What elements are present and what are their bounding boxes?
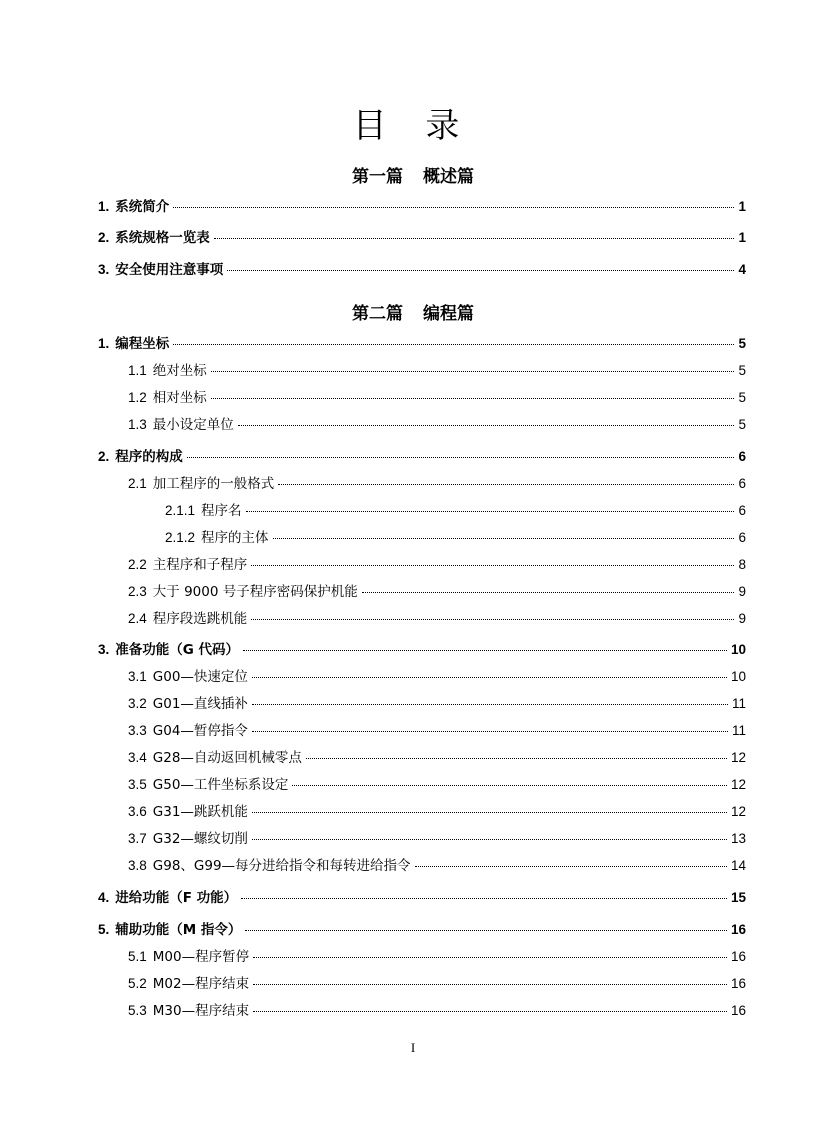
- toc-entry[interactable]: [128, 829, 746, 849]
- toc-entry[interactable]: [128, 667, 746, 687]
- toc-entry[interactable]: [128, 609, 746, 629]
- toc-entry-page: 6: [738, 449, 746, 464]
- toc-entry-page: 1: [738, 199, 746, 214]
- toc-entry-title: G01—直线插补: [152, 696, 248, 712]
- dot-leader: [252, 731, 728, 732]
- toc-entry-number: 2.4: [128, 611, 147, 626]
- toc-entry-number: 5.: [98, 922, 110, 937]
- toc-entry[interactable]: [128, 415, 746, 435]
- dot-leader: [211, 398, 735, 399]
- toc-entry-page: 16: [730, 976, 746, 991]
- toc-entry-number: 3.2: [128, 696, 147, 711]
- toc-entry-number: 2.: [98, 449, 110, 464]
- dot-leader: [362, 592, 735, 593]
- toc-entry-page: 14: [730, 858, 746, 873]
- toc-entry-number: 3.6: [128, 804, 147, 819]
- toc-entry[interactable]: [98, 888, 746, 908]
- toc-entry[interactable]: [98, 197, 746, 217]
- toc-entry-number: 3.4: [128, 750, 147, 765]
- dot-leader: [253, 957, 727, 958]
- toc-entry[interactable]: [98, 334, 746, 354]
- toc-entry-page: 12: [730, 804, 746, 819]
- toc-entry-number: 1.2: [128, 390, 147, 405]
- dot-leader: [241, 898, 727, 899]
- dot-leader: [251, 565, 734, 566]
- toc-entry[interactable]: [128, 582, 746, 602]
- dot-leader: [273, 538, 735, 539]
- toc-entry-number: 3.8: [128, 858, 147, 873]
- toc-entry-number: 3.7: [128, 831, 147, 846]
- dot-leader: [251, 619, 734, 620]
- toc-entry-title: G32—螺纹切削: [152, 831, 248, 847]
- dot-leader: [252, 839, 727, 840]
- toc-entry-title: G00—快速定位: [152, 669, 248, 685]
- footer-page-number: I: [410, 1040, 416, 1055]
- dot-leader: [211, 371, 735, 372]
- toc-entry-page: 10: [730, 642, 746, 657]
- toc-entry-page: 6: [738, 530, 746, 545]
- dot-leader: [278, 484, 734, 485]
- toc-entry[interactable]: [128, 388, 746, 408]
- toc-entry[interactable]: [128, 947, 746, 967]
- dot-leader: [246, 511, 735, 512]
- toc-entry[interactable]: [128, 775, 746, 795]
- toc-entry-title: 大于 9000 号子程序密码保护机能: [152, 584, 358, 600]
- dot-leader: [227, 270, 734, 271]
- toc-entry-page: 12: [730, 777, 746, 792]
- toc-entry-page: 4: [738, 262, 746, 277]
- toc-entry-title: 编程坐标: [115, 336, 170, 352]
- toc-entry-title: 最小设定单位: [152, 417, 234, 433]
- toc-entry-page: 6: [738, 503, 746, 518]
- toc-entry[interactable]: [165, 528, 746, 548]
- toc-entry-number: 5.1: [128, 949, 147, 964]
- toc-entry-page: 5: [738, 417, 746, 432]
- toc-entry[interactable]: [128, 748, 746, 768]
- toc-entry[interactable]: [128, 856, 746, 876]
- dot-leader: [292, 785, 727, 786]
- toc-entry-number: 2.1.2: [165, 530, 196, 545]
- toc-entry[interactable]: [98, 228, 746, 248]
- dot-leader: [214, 238, 735, 239]
- toc-entry[interactable]: [128, 802, 746, 822]
- toc-entry-page: 13: [730, 831, 746, 846]
- toc-entry-page: 11: [731, 696, 746, 711]
- page-title: 目 录: [352, 106, 474, 146]
- dot-leader: [252, 677, 727, 678]
- toc-entry-title: 程序段选跳机能: [152, 611, 248, 627]
- toc-entry-title: G50—工件坐标系设定: [152, 777, 289, 793]
- dot-leader: [253, 1011, 727, 1012]
- dot-leader: [252, 704, 728, 705]
- toc-entry-number: 2.: [98, 230, 110, 245]
- toc-entry-title: 安全使用注意事项: [115, 262, 224, 278]
- toc-entry-title: 进给功能（F 功能）: [115, 890, 238, 906]
- toc-entry[interactable]: [128, 721, 746, 741]
- toc-entry-title: G04—暂停指令: [152, 723, 248, 739]
- toc-entry-page: 10: [730, 669, 746, 684]
- toc-entry-number: 2.3: [128, 584, 147, 599]
- toc-entry-title: 主程序和子程序: [152, 557, 248, 573]
- toc-entry-title: M02—程序结束: [152, 976, 250, 992]
- toc-entry[interactable]: [128, 474, 746, 494]
- toc-entry-page: 12: [730, 750, 746, 765]
- toc-entry[interactable]: [98, 640, 746, 660]
- part-1-title: [0, 162, 826, 187]
- toc-entry-title: M30—程序结束: [152, 1003, 250, 1019]
- toc-entry-page: 16: [730, 922, 746, 937]
- toc-entry-title: 加工程序的一般格式: [152, 476, 275, 492]
- toc-entry-title: 程序的主体: [201, 530, 269, 546]
- toc-entry-number: 5.2: [128, 976, 147, 991]
- toc-entry-title: 程序的构成: [115, 449, 183, 465]
- toc-entry-number: 3.5: [128, 777, 147, 792]
- toc-entry-page: 6: [738, 476, 746, 491]
- toc-entry-number: 4.: [98, 890, 110, 905]
- toc-entry-number: 3.: [98, 642, 110, 657]
- toc-entry-number: 5.3: [128, 1003, 147, 1018]
- toc-entry-page: 15: [730, 890, 746, 905]
- dot-leader: [253, 984, 727, 985]
- toc-entry[interactable]: [98, 920, 746, 940]
- toc-entry[interactable]: [128, 1001, 746, 1021]
- dot-leader: [173, 344, 734, 345]
- toc-entry-page: 11: [731, 723, 746, 738]
- toc-entry-page: 5: [738, 336, 746, 351]
- toc-entry[interactable]: [165, 501, 746, 521]
- toc-entry-number: 2.1: [128, 476, 147, 491]
- toc-entry-title: 系统规格一览表: [115, 230, 210, 246]
- dot-leader: [173, 207, 734, 208]
- part-label: 第一篇: [352, 167, 403, 187]
- toc-entry-title: 准备功能（G 代码）: [115, 642, 240, 658]
- toc-entry-number: 1.1: [128, 363, 147, 378]
- toc-entry-title: G28—自动返回机械零点: [152, 750, 302, 766]
- dot-leader: [238, 425, 735, 426]
- part-name: 编程篇: [423, 304, 474, 324]
- toc-entry-page: 1: [738, 230, 746, 245]
- toc-entry-title: G98、G99—每分进给指令和每转进给指令: [152, 858, 411, 874]
- toc-entry-page: 8: [738, 557, 746, 572]
- toc-entry[interactable]: [128, 361, 746, 381]
- dot-leader: [243, 650, 727, 651]
- part-label: 第二篇: [352, 304, 403, 324]
- toc-entry-number: 3.3: [128, 723, 147, 738]
- toc-entry-number: 1.3: [128, 417, 147, 432]
- toc-entry[interactable]: [98, 447, 746, 467]
- dot-leader: [306, 758, 727, 759]
- toc-entry-page: 5: [738, 363, 746, 378]
- toc-entry-title: 辅助功能（M 指令）: [115, 922, 242, 938]
- toc-entry[interactable]: [128, 555, 746, 575]
- toc-entry[interactable]: [128, 694, 746, 714]
- part-name: 概述篇: [423, 167, 474, 187]
- toc-entry-title: G31—跳跃机能: [152, 804, 248, 820]
- toc-entry-number: 2.2: [128, 557, 147, 572]
- toc-entry-number: 1.: [98, 336, 110, 351]
- toc-entry-page: 9: [738, 611, 746, 626]
- toc-entry-page: 16: [730, 1003, 746, 1018]
- toc-entry-title: 相对坐标: [152, 390, 207, 406]
- toc-entry-title: M00—程序暂停: [152, 949, 250, 965]
- toc-entry[interactable]: [128, 974, 746, 994]
- toc-entry-title: 程序名: [201, 503, 242, 519]
- toc-entry-page: 16: [730, 949, 746, 964]
- toc-entry-number: 2.1.1: [165, 503, 196, 518]
- toc-entry-title: 绝对坐标: [152, 363, 207, 379]
- toc-entry-page: 9: [738, 584, 746, 599]
- toc-entry[interactable]: [98, 260, 746, 280]
- toc-entry-page: 5: [738, 390, 746, 405]
- toc-entry-number: 1.: [98, 199, 110, 214]
- dot-leader: [245, 930, 727, 931]
- toc-entry-number: 3.: [98, 262, 110, 277]
- part-2-title: [0, 299, 826, 324]
- toc-entry-title: 系统简介: [115, 199, 170, 215]
- dot-leader: [187, 457, 735, 458]
- dot-leader: [415, 866, 727, 867]
- toc-entry-number: 3.1: [128, 669, 147, 684]
- dot-leader: [252, 812, 727, 813]
